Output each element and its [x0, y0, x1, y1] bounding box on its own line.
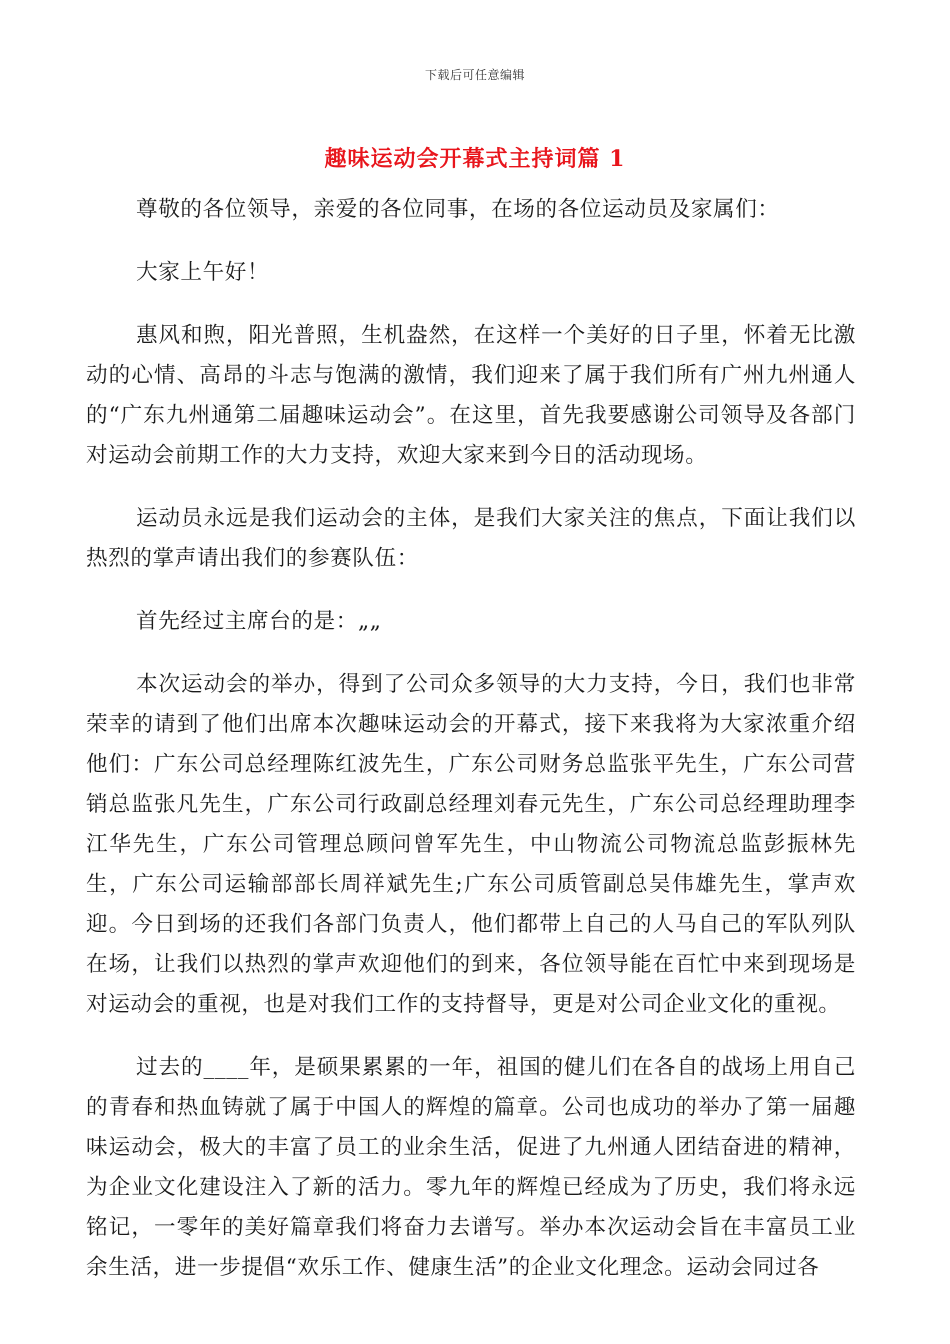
paragraph-opening: 惠风和煦，阳光普照，生机盎然，在这样一个美好的日子里，怀着无比激动的心情、高昂的斗志与饱满的激情，我们迎来了属于我们所有广州九州通人的“广东九州通第二届趣味运动会”。在这里，首先我要感谢公司领导及各部门对运动会前期工作的大力支持，欢迎大家来到今日的活动现场。 [86, 323, 856, 468]
paragraph-salutation: 尊敬的各位领导，亲爱的各位同事，在场的各位运动员及家属们： [136, 197, 780, 222]
document-body [86, 190, 856, 1311]
paragraph-athletes: 运动员永远是我们运动会的主体，是我们大家关注的焦点，下面让我们以热烈的掌声请出我们的参赛队伍： [86, 506, 856, 571]
document-title: 趣味运动会开幕式主持词篇 1 [324, 146, 626, 172]
paragraph-past-year: 过去的____年，是硕果累累的一年，祖国的健儿们在各自的战场上用自己的青春和热血铸就了属于中国人的辉煌的篇章。公司也成功的举办了第一届趣味运动会，极大的丰富了员工的业余生活，促进了九州通人团结奋进的精神，为企业文化建设注入了新的活力。零九年的辉煌已经成为了历史，我们将永远铭记，一零年的美好篇章我们将奋力去谱写。举办本次运动会旨在丰富员工业余生活，进一步提倡“欢乐工作、健康生活”的企业文化理念。运动会同过各 [86, 1055, 856, 1280]
paragraph-leaders: 本次运动会的举办，得到了公司众多领导的大力支持，今日，我们也非常荣幸的请到了他们出席本次趣味运动会的开幕式，接下来我将为大家浓重介绍他们：广东公司总经理陈红波先生，广东公司财务总监张平先生，广东公司营销总监张凡先生，广东公司行政副总经理刘春元先生，广东公司总经理助理李江华先生，广东公司管理总顾问曾军先生，中山物流公司物流总监彭振林先生，广东公司运输部部长周祥斌先生;广东公司质管副总吴伟雄先生，掌声欢迎。今日到场的还我们各部门负责人，他们都带上自己的人马自己的军队列队在场，让我们以热烈的掌声欢迎他们的到来，各位领导能在百忙中来到现场是对运动会的重视，也是对我们工作的支持督导，更是对公司企业文化的重视。 [86, 672, 856, 1017]
page-header-note: 下载后可任意编辑 [424, 68, 525, 82]
paragraph-greeting: 大家上午好！ [136, 260, 270, 285]
paragraph-first-team: 首先经过主席台的是：„„ [136, 609, 382, 634]
